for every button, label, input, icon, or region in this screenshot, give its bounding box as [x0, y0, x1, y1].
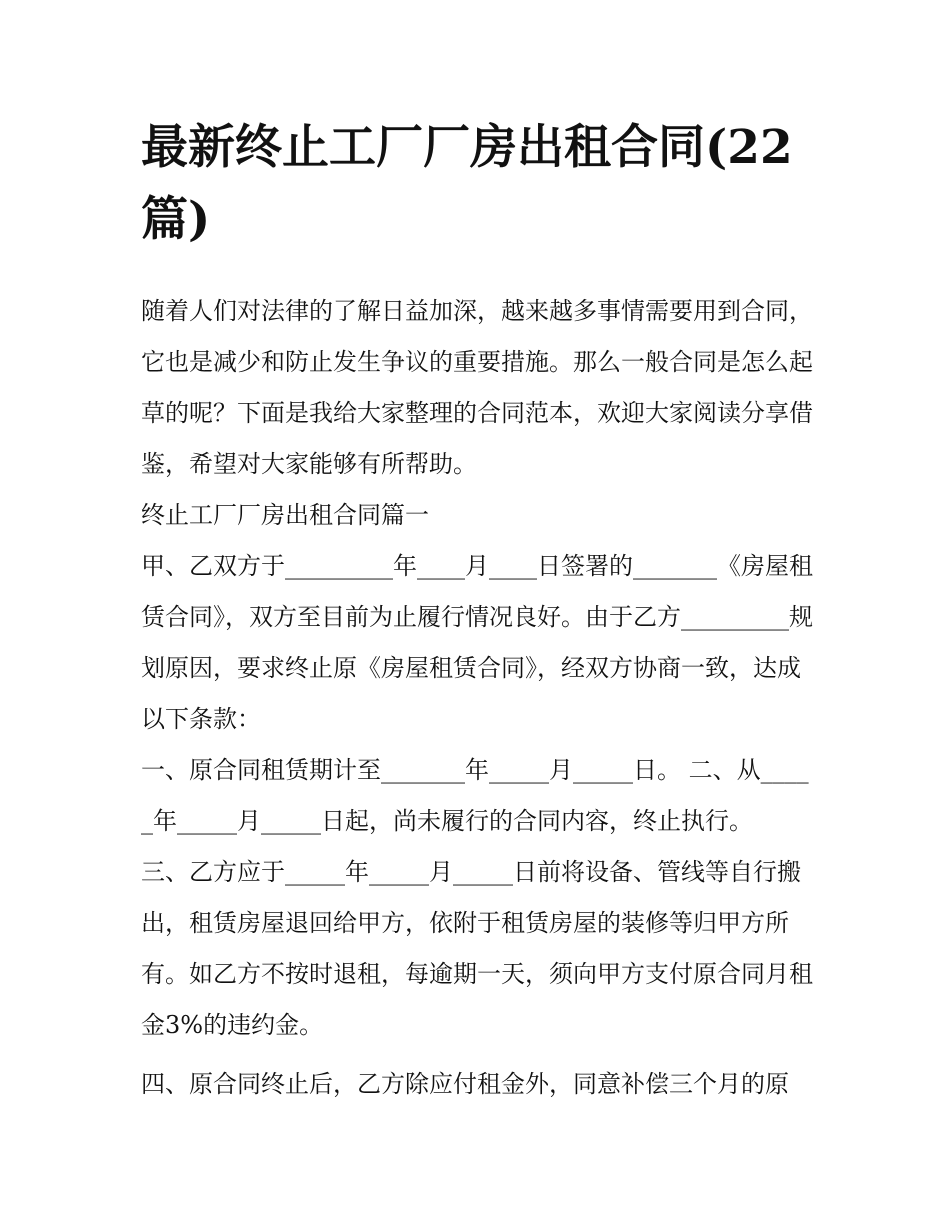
- section-heading: 终止工厂厂房出租合同篇一: [141, 501, 429, 529]
- document-title: 最新终止工厂厂房出租合同(22篇): [141, 120, 793, 247]
- contract-paragraph-preamble: 甲、乙双方于_________年____月____日签署的_______《房屋租赁合同》，双方至目前为止履行情况良好。由于乙方_________规划原因，要求终止原《房屋租赁合同》，经双方协商一致，达成以下条款：: [141, 552, 813, 733]
- intro-paragraph: 随着人们对法律的了解日益加深，越来越多事情需要用到合同，它也是减少和防止发生争议的重要措施。那么一般合同是怎么起草的呢？下面是我给大家整理的合同范本，欢迎大家阅读分享借鉴，希望对大家能够有所帮助。: [141, 297, 813, 478]
- contract-clause-4: 四、原合同终止后，乙方除应付租金外，同意补偿三个月的原: [141, 1070, 789, 1098]
- contract-clause-3: 三、乙方应于_____年_____月_____日前将设备、管线等自行搬出，租赁房屋退回给甲方，依附于租赁房屋的装修等归甲方所有。如乙方不按时退租，每逾期一天，须向甲方支付原合同月租金3%的违约金。: [141, 858, 813, 1039]
- contract-clause-1-2: 一、原合同租赁期计至_______年_____月_____日。 二、从_____年_____月_____日起，尚未履行的合同内容，终止执行。: [141, 756, 809, 835]
- document-page: [141, 112, 813, 1110]
